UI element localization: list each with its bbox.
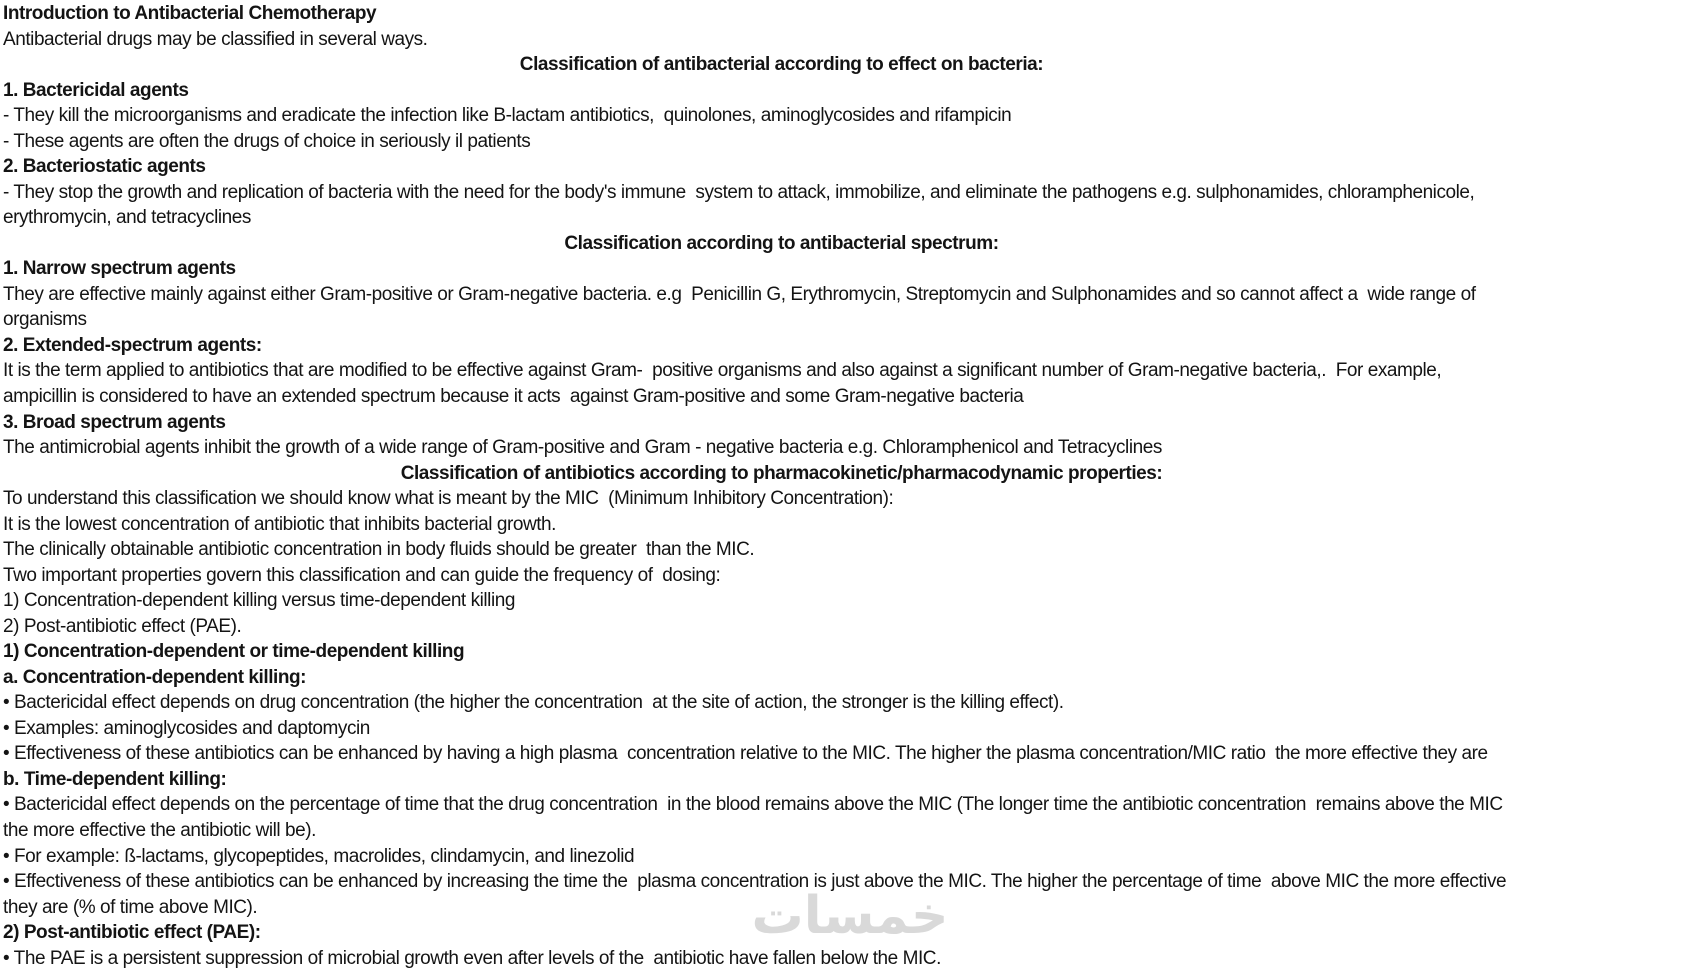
khamsat-watermark: خمسات <box>751 886 949 946</box>
body-line: • Bactericidal effect depends on drug concentration (the higher the concentration at the site of action, the stronger is the killing effect). <box>3 692 1064 714</box>
body-line: 1) Concentration-dependent killing versus time-dependent killing <box>3 590 515 612</box>
doc-title: Introduction to Antibacterial Chemotherapy <box>3 3 377 24</box>
subheading: 3. Broad spectrum agents <box>3 411 226 433</box>
subheading: a. Concentration-dependent killing: <box>3 666 307 688</box>
body-line: It is the term applied to antibiotics that are modified to be effective against Gram- positive organisms and also against a significant number of Gram-negative bacteria,. For example, <box>3 360 1442 382</box>
body-line: To understand this classification we should know what is meant by the MIC (Minimum Inhibitory Concentration): <box>3 488 894 510</box>
section-heading: Classification of antibiotics according to pharmacokinetic/pharmacodynamic properties: <box>400 462 1163 484</box>
body-line: They are effective mainly against either Gram-positive or Gram-negative bacteria. e.g Penicillin G, Erythromycin, Streptomycin and Sulphonamides and so cannot affect a wide range of <box>3 283 1476 305</box>
body-line: - They stop the growth and replication of bacteria with the need for the body's immune system to attack, immobilize, and eliminate the pathogens e.g. sulphonamides, chloramphenicole, <box>3 181 1475 203</box>
body-line: • Effectiveness of these antibiotics can be enhanced by increasing the time the plasma concentration is just above the MIC. The higher the percentage of time above MIC the more effective <box>3 871 1507 893</box>
body-line: • The PAE is a persistent suppression of microbial growth even after levels of the antibiotic have fallen below the MIC. <box>3 947 941 969</box>
body-line: the more effective the antibiotic will be). <box>3 820 316 841</box>
body-line: organisms <box>3 309 87 331</box>
body-line: they are (% of time above MIC). <box>3 896 258 918</box>
body-line: • Bactericidal effect depends on the percentage of time that the drug concentration in the blood remains above the MIC (The longer time the antibiotic concentration remains above the MIC <box>3 794 1503 816</box>
body-line: erythromycin, and tetracyclines <box>3 207 251 229</box>
body-line: The clinically obtainable antibiotic concentration in body fluids should be greater than the MIC. <box>3 539 755 561</box>
section-heading: Classification according to antibacterial spectrum: <box>564 232 999 254</box>
body-line: ampicillin is considered to have an extended spectrum because it acts against Gram-positive and some Gram-negative bacteria <box>3 385 1024 407</box>
body-line: • Effectiveness of these antibiotics can be enhanced by having a high plasma concentration relative to the MIC. The higher the plasma concentration/MIC ratio the more effective they are <box>3 743 1488 765</box>
body-line: • For example: ß-lactams, glycopeptides, macrolides, clindamycin, and linezolid <box>3 845 635 867</box>
body-line: Two important properties govern this classification and can guide the frequency of dosing: <box>3 564 721 586</box>
document-text-block <box>3 1 1560 971</box>
subheading: 1. Bactericidal agents <box>3 79 189 101</box>
subheading: 2. Extended-spectrum agents: <box>3 334 262 356</box>
subheading: 1) Concentration-dependent or time-dependent killing <box>3 641 465 663</box>
subheading: 2. Bacteriostatic agents <box>3 156 206 178</box>
body-line: Antibacterial drugs may be classified in several ways. <box>3 28 428 50</box>
body-line: 2) Post-antibiotic effect (PAE). <box>3 615 242 637</box>
section-heading: Classification of antibacterial according to effect on bacteria: <box>519 54 1044 76</box>
body-line: - They kill the microorganisms and eradicate the infection like B-lactam antibiotics, quinolones, aminoglycosides and rifampicin <box>3 105 1012 127</box>
body-line: - These agents are often the drugs of choice in seriously il patients <box>3 130 531 152</box>
body-line: It is the lowest concentration of antibiotic that inhibits bacterial growth. <box>3 513 557 535</box>
subheading: b. Time-dependent killing: <box>3 768 227 790</box>
body-line: The antimicrobial agents inhibit the growth of a wide range of Gram-positive and Gram - negative bacteria e.g. Chloramphenicol and Tetracyclines <box>3 437 1162 459</box>
subheading: 1. Narrow spectrum agents <box>3 258 236 280</box>
subheading: 2) Post-antibiotic effect (PAE): <box>3 922 261 944</box>
body-line: • Examples: aminoglycosides and daptomycin <box>3 717 370 739</box>
